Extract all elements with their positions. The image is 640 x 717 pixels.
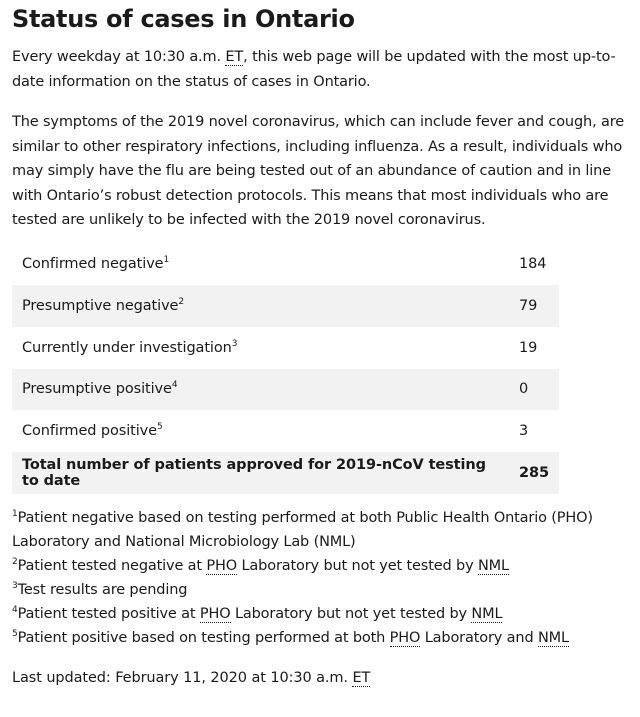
total-label: Total number of patients approved for 2019-nCoV testing to date	[12, 452, 515, 494]
last-updated	[12, 666, 628, 690]
nml-abbreviation[interactable]: NML	[477, 557, 509, 574]
row-value: 0	[515, 369, 559, 411]
footnote-ref[interactable]: 2	[178, 297, 185, 308]
page-title: Status of cases in Ontario	[12, 5, 355, 33]
pho-abbreviation[interactable]: PHO	[199, 605, 231, 622]
row-label	[12, 327, 515, 369]
footnotes	[12, 506, 628, 650]
total-value: 285	[515, 452, 559, 494]
footnote-2	[12, 554, 612, 578]
table-row	[12, 244, 559, 286]
cases-status-table	[12, 244, 559, 494]
row-value: 19	[519, 339, 538, 356]
footnote-ref[interactable]: 4	[171, 380, 178, 391]
footnote-number: 5	[12, 628, 18, 639]
footnote-text: Patient tested positive at	[17, 605, 200, 622]
footnote-number: 4	[12, 604, 18, 615]
nml-abbreviation[interactable]: NML	[537, 629, 569, 646]
nml-abbreviation[interactable]: NML	[471, 605, 503, 622]
footnote-text: Patient negative based on testing performed at both Public Health Ontario (PHO) Laboratory and National Microbiology Lab (NML)	[12, 509, 593, 550]
footnote-3	[12, 578, 612, 602]
row-value: 184	[519, 256, 547, 273]
pho-abbreviation[interactable]: PHO	[206, 557, 238, 574]
table-row	[12, 285, 559, 327]
footnote-ref[interactable]: 5	[156, 422, 163, 433]
footnote-ref[interactable]: 1	[163, 255, 170, 266]
footnote-text: Patient positive based on testing performed at both	[17, 629, 390, 646]
footnote-text: Test results are pending	[17, 581, 188, 598]
footnote-text: Laboratory but not yet tested by	[237, 557, 478, 574]
footnote-number: 2	[12, 556, 18, 567]
footnote-text: Laboratory and	[420, 629, 538, 646]
row-label-text: Currently under investigation	[22, 339, 232, 356]
table-row	[12, 410, 559, 452]
intro-text-before: Every weekday at 10:30 a.m.	[12, 49, 226, 65]
footnote-text: Patient tested negative at	[17, 557, 207, 574]
intro-paragraph-symptoms: The symptoms of the 2019 novel coronavirus, which can include fever and cough, are similar to other respiratory infections, including influenza. As a result, individuals who may simply have the flu are being tested out of an abundance of caution and in line with Ontario’s robust detection protocols. This means that most individuals who are tested are unlikely to be infected with the 2019 novel coronavirus.	[12, 114, 624, 228]
intro-text-after: , this web page will be updated with the most up-to-date information on the status of cases in Ontario.	[12, 49, 616, 90]
footnote-5	[12, 626, 612, 650]
table-row	[12, 327, 559, 369]
footnote-number: 1	[12, 508, 18, 519]
row-label	[12, 244, 515, 286]
row-value: 79	[515, 285, 559, 327]
footnote-ref[interactable]: 3	[231, 338, 238, 349]
footnote-1	[12, 506, 612, 554]
row-label-text: Confirmed negative	[22, 256, 164, 273]
row-label-text: Confirmed positive	[22, 423, 157, 440]
row-label-text: Presumptive negative	[22, 298, 179, 315]
row-label-text: Presumptive positive	[22, 381, 172, 398]
table-row	[12, 369, 559, 411]
intro-paragraph-update	[12, 45, 622, 94]
row-label	[12, 285, 515, 327]
footnote-number: 3	[12, 580, 18, 591]
table-total-row	[12, 452, 559, 494]
row-value: 3	[519, 423, 529, 440]
last-updated-text: Last updated: February 11, 2020 at 10:30 a.m.	[12, 669, 353, 686]
et-abbreviation[interactable]: ET	[352, 669, 371, 686]
footnote-4	[12, 602, 612, 626]
row-label	[12, 369, 515, 411]
et-abbreviation[interactable]: ET	[225, 49, 244, 65]
pho-abbreviation[interactable]: PHO	[389, 629, 421, 646]
footnote-text: Laboratory but not yet tested by	[230, 605, 472, 622]
row-label	[12, 410, 515, 452]
